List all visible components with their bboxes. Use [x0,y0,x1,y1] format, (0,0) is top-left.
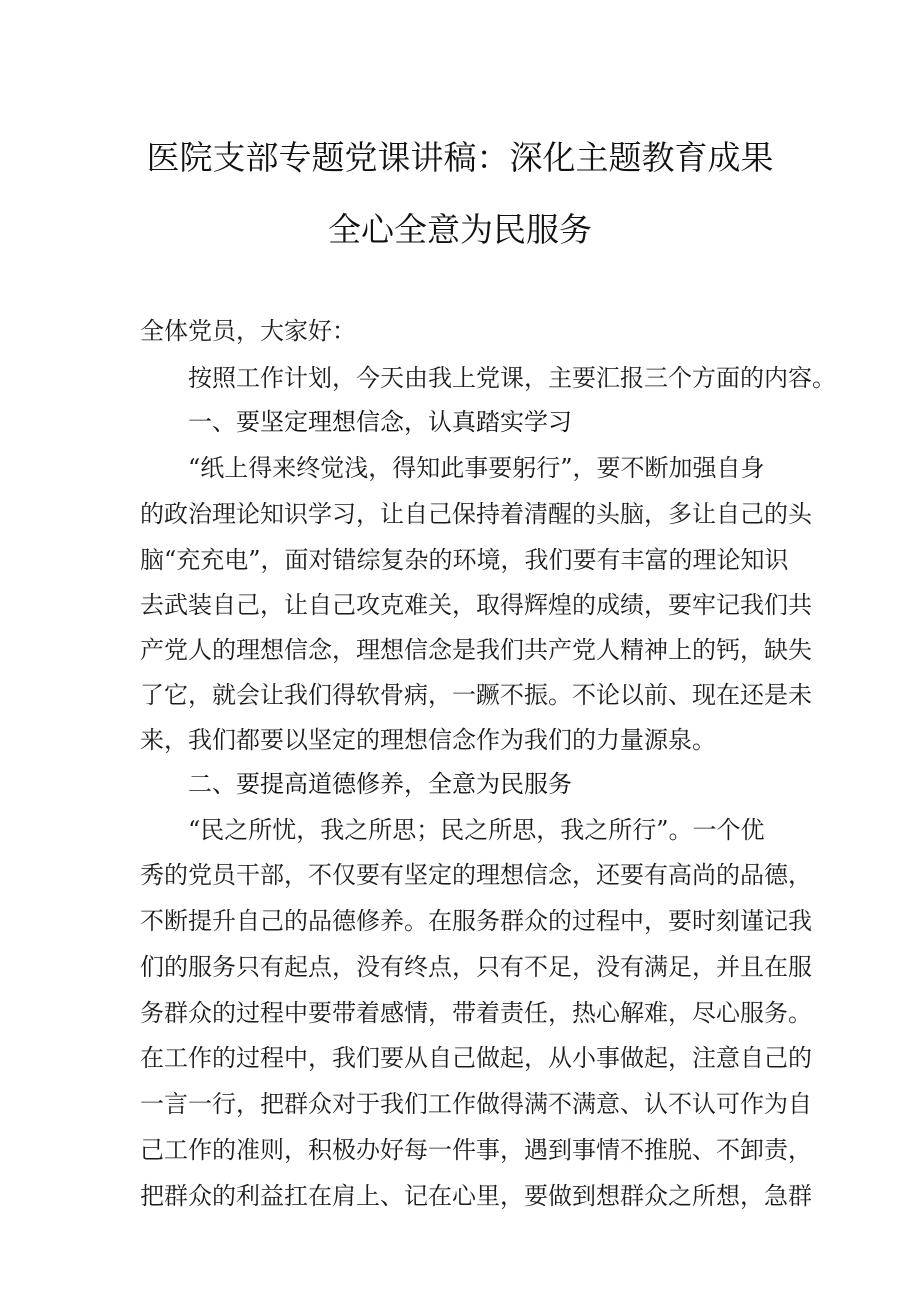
section-2-line: 务群众的过程中要带着感情，带着责任，热心解难，尽心服务。 [140,999,812,1027]
section-2-line: 们的服务只有起点，没有终点，只有不足，没有满足，并且在服 [140,953,812,981]
section-1-line: “纸上得来终觉浅，得知此事要躬行”，要不断加强自身 [188,454,765,482]
section-2-line: 己工作的准则，积极办好每一件事，遇到事情不推脱、不卸责， [140,1136,812,1164]
section-1-line: 来，我们都要以坚定的理想信念作为我们的力量源泉。 [140,726,716,754]
section-1-heading: 一、要坚定理想信念，认真踏实学习 [188,408,572,436]
section-1-line: 产党人的理想信念，理想信念是我们共产党人精神上的钙，缺失 [140,636,812,664]
section-2-heading: 二、要提高道德修养，全意为民服务 [188,770,572,798]
document-title-line-1: 医院支部专题党课讲稿：深化主题教育成果 [146,138,774,177]
section-2-line: 在工作的过程中，我们要从自己做起，从小事做起，注意自己的 [140,1044,812,1072]
section-2-line: 秀的党员干部，不仅要有坚定的理想信念，还要有高尚的品德， [140,861,812,889]
section-2-line: 一言一行，把群众对于我们工作做得满不满意、认不认可作为自 [140,1090,812,1118]
section-1-line: 去武装自己，让自己攻克难关，取得辉煌的成绩，要牢记我们共 [140,591,812,619]
section-2-line: 不断提升自己的品德修养。在服务群众的过程中，要时刻谨记我 [140,907,812,935]
section-1-line: 脑“充充电”，面对错综复杂的环境，我们要有丰富的理论知识 [140,546,789,574]
document-title-line-2: 全心全意为民服务 [328,210,592,249]
section-2-line: “民之所忧，我之所思；民之所思，我之所行”。一个优 [188,816,765,844]
section-1-line: 的政治理论知识学习，让自己保持着清醒的头脑，多让自己的头 [140,500,812,528]
section-1-line: 了它，就会让我们得软骨病，一蹶不振。不论以前、现在还是未 [140,681,812,709]
section-2-line: 把群众的利益扛在肩上、记在心里，要做到想群众之所想，急群 [140,1182,812,1210]
salutation: 全体党员，大家好： [140,317,356,345]
intro-paragraph: 按照工作计划，今天由我上党课，主要汇报三个方面的内容。 [188,364,836,392]
